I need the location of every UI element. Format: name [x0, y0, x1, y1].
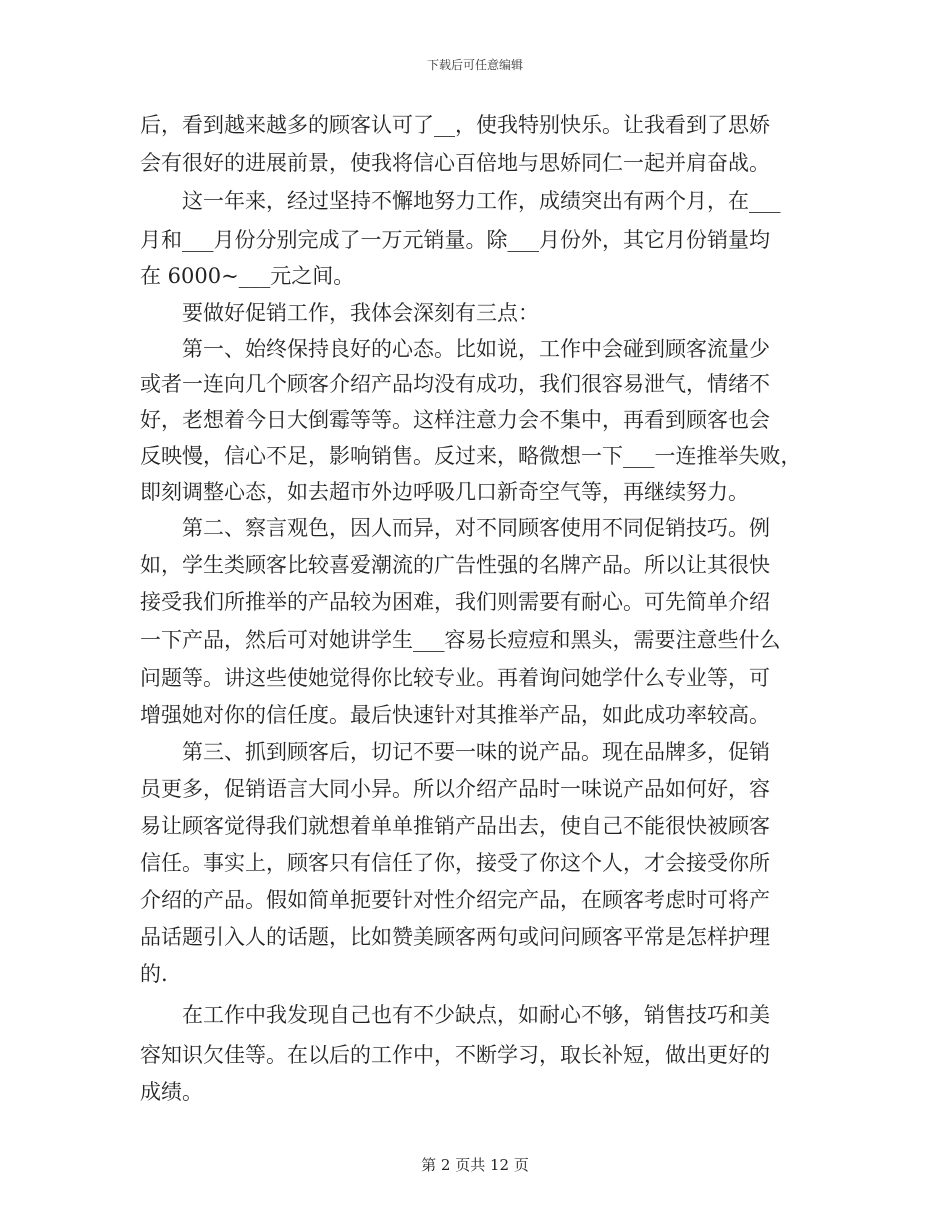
body-line: 后，看到越来越多的顾客认可了__，使我特别快乐。让我看到了思娇	[140, 113, 770, 137]
body-line: 如，学生类顾客比较喜爱潮流的广告性强的名牌产品。所以让其很快	[140, 553, 770, 577]
body-line: 容知识欠佳等。在以后的工作中，不断学习，取长补短，做出更好的	[140, 1043, 770, 1067]
body-line: 这一年来，经过坚持不懈地努力工作，成绩突出有两个月，在___	[140, 189, 781, 213]
body-line: 品话题引入人的话题，比如赞美顾客两句或问问顾客平常是怎样护理	[140, 925, 770, 949]
body-line: 成绩。	[140, 1080, 203, 1104]
body-line: 介绍的产品。假如简单扼要针对性介绍完产品，在顾客考虑时可将产	[140, 888, 770, 912]
body-line: 月和___月份分别完成了一万元销量。除___月份外，其它月份销量均	[140, 228, 770, 252]
body-line: 接受我们所推举的产品较为困难，我们则需要有耐心。可先简单介绍	[140, 590, 770, 614]
body-line: 易让顾客觉得我们就想着单单推销产品出去，使自己不能很快被顾客	[140, 814, 770, 838]
body-line: 会有很好的进展前景，使我将信心百倍地与思娇同仁一起并肩奋战。	[140, 151, 770, 175]
body-line: 要做好促销工作，我体会深刻有三点：	[140, 301, 539, 325]
body-line: 第一、始终保持良好的心态。比如说，工作中会碰到顾客流量少	[140, 337, 770, 361]
body-line: 即刻调整心态，如去超市外边呼吸几口新奇空气等，再继续努力。	[140, 480, 749, 504]
body-line: 第三、抓到顾客后，切记不要一味的说产品。现在品牌多，促销	[140, 740, 770, 764]
body-line: 增强她对你的信任度。最后快速针对其推举产品，如此成功率较高。	[140, 703, 770, 727]
page-number: 第 2 页共 12 页	[421, 1156, 529, 1174]
body-line: 好，老想着今日大倒霉等等。这样注意力会不集中，再看到顾客也会	[140, 408, 770, 432]
body-line: 问题等。讲这些使她觉得你比较专业。再着询问她学什么专业等，可	[140, 666, 770, 690]
body-line: 在 6000~___元之间。	[140, 264, 355, 288]
body-line: 信任。事实上，顾客只有信任了你，接受了你这个人，才会接受你所	[140, 851, 770, 875]
page-header: 下载后可任意编辑	[426, 58, 523, 72]
body-line: 在工作中我发现自己也有不少缺点，如耐心不够，销售技巧和美	[140, 1003, 770, 1027]
body-line: 一下产品，然后可对她讲学生___容易长痘痘和黑头，需要注意些什么	[140, 628, 781, 652]
body-line: 的.	[140, 962, 168, 986]
body-line: 反映慢，信心不足，影响销售。反过来，略微想一下___一连推举失败，	[140, 444, 802, 468]
body-line: 或者一连向几个顾客介绍产品均没有成功，我们很容易泄气，情绪不	[140, 372, 770, 396]
body-line: 第二、察言观色，因人而异，对不同顾客使用不同促销技巧。例	[140, 516, 770, 540]
body-line: 员更多，促销语言大同小异。所以介绍产品时一味说产品如何好，容	[140, 777, 770, 801]
